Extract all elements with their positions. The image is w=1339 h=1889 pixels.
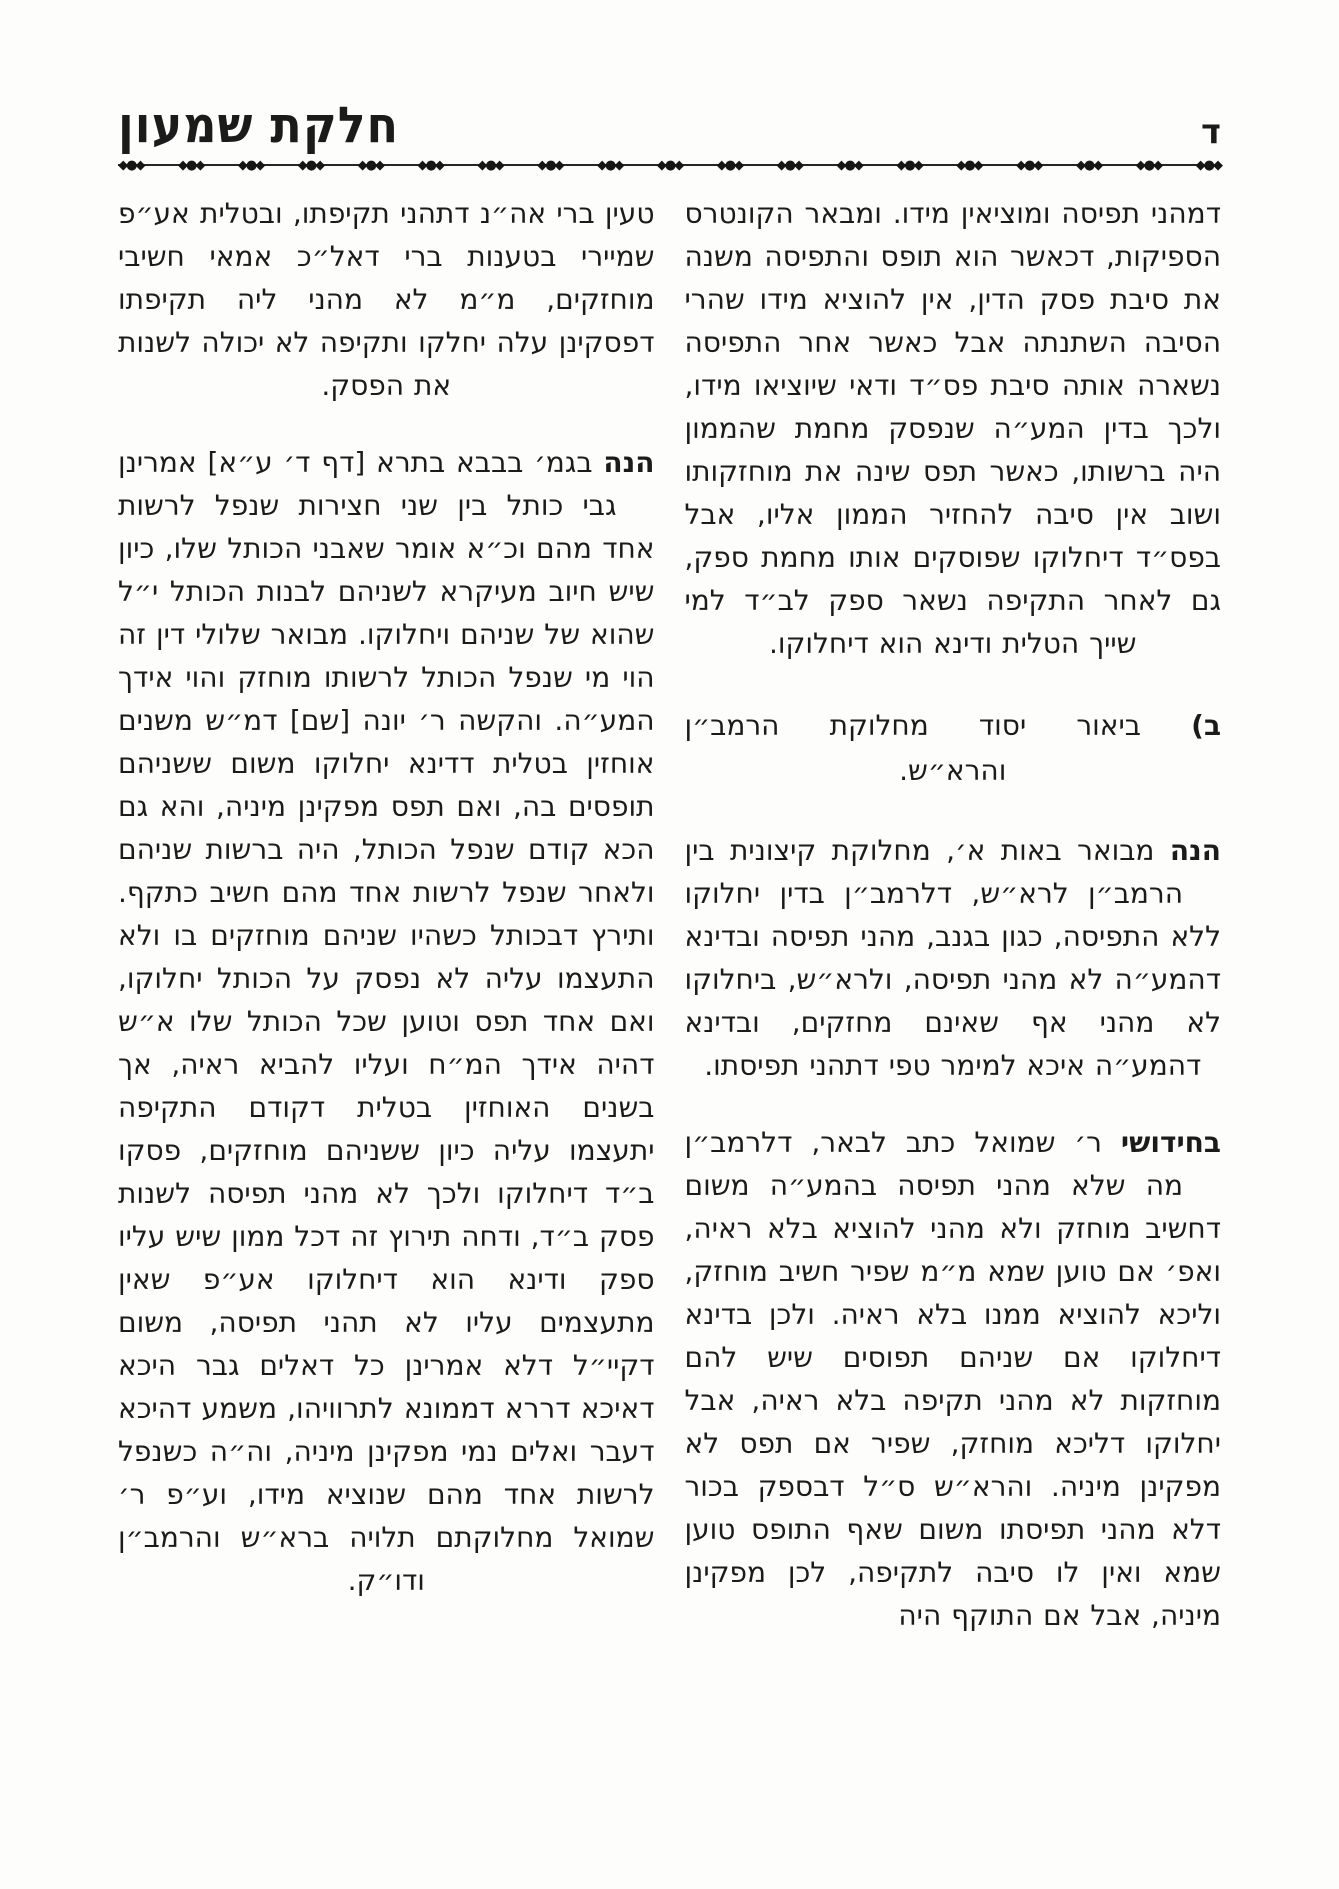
divider-ornament: ◆●◆ [297,157,324,173]
divider-ornament: ◆●◆ [597,157,623,173]
section-heading [685,703,1222,793]
divider-ornament: ◆●◆ [1016,157,1042,173]
divider-ornament: ◆●◆ [836,157,862,173]
divider-ornament: ◆●◆ [118,157,144,173]
paragraph-text: מבואר באות א׳, מחלוקת קיצונית בין הרמב״ן לרא״ש, דלרמב״ן בדין יחלוקו ללא התפיסה, כגון בגנב, מהני תפיסה ובדינא דהמע״ה לא מהני תפיסה, ולרא״ש, ביחלוקו לא מהני אף שאינם מחזקים, ובדינא דהמע״ה איכא למימר טפי דתהני תפיסתו. [684,834,1221,1082]
paragraph [685,1121,1222,1637]
divider-ornament: ◆●◆ [956,157,982,173]
section-title-text: ביאור יסוד מחלוקת הרמב״ן [684,709,1141,742]
paragraph-text: טעין ברי אה״נ דתהני תקיפתו, ובטלית אע״פ שמיירי בטענות ברי דאל״כ אמאי חשיבי מוחזקים, מ״מ לא מהני ליה תקיפתו דפסקינן עלה יחלקו ותקיפה לא יכולה לשנות את הפסק. [118,197,655,402]
divider-ornament: ◆●◆ [417,157,443,173]
paragraph [118,441,655,1602]
page-header [118,95,1221,154]
paragraph [685,192,1222,665]
paragraph-lead-word: הנה [603,446,655,479]
right-column [685,192,1222,1637]
paragraph-lead-word: הנה [1169,834,1221,867]
divider-ornament: ◆●◆ [357,157,383,173]
page-number: ד [1201,112,1221,152]
divider-ornament: ◆●◆ [716,157,743,173]
paragraph [685,829,1222,1087]
divider-ornament: ◆●◆ [656,157,683,173]
divider-ornament: ◆●◆ [1195,157,1221,173]
paragraph-text: ר׳ שמואל כתב לבאר, דלרמב״ן מה שלא מהני תפיסה בהמע״ה משום דחשיב מוחזק ולא מהני להוציא בלא ראיה, ואפ׳ אם טוען שמא מ״מ שפיר חשיב מוחזק, וליכא להוציא ממנו בלא ראיה. ולכן בדינא דיחלוקו אם שניהם תפוסים שיש להם מוחזקות לא מהני תקיפה בלא ראיה, אבל יחלוקו דליכא מוחזק, שפיר אם תפס לא מפקינן מיניה. והרא״ש ס״ל דבספק בכור דלא מהני תפיסתו משום שאף התופס טוען שמא ואין לו סיבה לתקיפה, לכן מפקינן מיניה, אבל אם התוקף היה [684,1126,1221,1632]
divider-ornament: ◆●◆ [776,157,802,173]
divider-ornament: ◆●◆ [896,157,922,173]
section-letter: ב) [1191,709,1222,742]
divider-ornament: ◆●◆ [237,157,264,173]
section-heading-line2: והרא״ש. [899,754,1007,787]
divider-ornament: ◆●◆ [1135,157,1162,173]
divider-ornament: ◆●◆ [537,157,563,173]
divider-ornament: ◆●◆ [477,157,503,173]
paragraph-lead-word: בחידושי [1120,1126,1221,1159]
divider-ornament: ◆●◆ [1075,157,1102,173]
ornamental-divider [118,156,1221,174]
section-heading-line1 [685,703,1222,748]
divider-ornament: ◆●◆ [178,157,204,173]
divider-ornament-row [118,156,1221,174]
book-title: חלקת שמעון [118,95,400,154]
paragraph-text: דמהני תפיסה ומוציאין מידו. ומבאר הקונטרס הספיקות, דכאשר הוא תופס והתפיסה משנה את סיבת פסק הדין, אין להוציא מידו שהרי הסיבה השתנתה אבל כאשר אחר התפיסה נשארה אותה סיבת פס״ד ודאי שיוציאו מידו, ולכך בדין המע״ה שנפסק מחמת שהממון היה ברשותו, כאשר תפס שינה את מוחזקותו ושוב אין סיבה להחזיר הממון אליו, אבל בפס״ד דיחלוקו שפוסקים אותו מחמת ספק, גם לאחר התקיפה נשאר ספק לב״ד למי שייך הטלית ודינא הוא דיחלוקו. [684,197,1221,660]
left-column [118,192,655,1637]
paragraph [118,192,655,407]
text-columns [118,192,1221,1637]
paragraph-text: בגמ׳ בבבא בתרא [דף ד׳ ע״א] אמרינן גבי כותל בין שני חצירות שנפל לרשות אחד מהם וכ״א אומר שאבני הכותל שלו, כיון שיש חיוב מעיקרא לשניהם לבנות הכותל י״ל שהוא של שניהם ויחלוקו. מבואר שלולי דין זה הוי מי שנפל הכותל לרשותו מוחזק והוי אידך המע״ה. והקשה ר׳ יונה [שם] דמ״ש משנים אוחזין בטלית דדינא יחלוקו משום ששניהם תופסים בה, ואם תפס מפקינן מיניה, והא גם הכא קודם שנפל הכותל, היה ברשות שניהם ולאחר שנפל לרשות אחד מהם חשיב כתקף. ותירץ דבכותל כשהיו שניהם מוחזקים בו ולא התעצמו עליה לא נפסק על הכותל יחלוקו, ואם אחד תפס וטוען שכל הכותל שלו א״ש דהיה אידך המ״ח ועליו להביא ראיה, אך בשנים האוחזין בטלית דקודם התקיפה יתעצמו עליה כיון ששניהם מוחזקים, פסקו ב״ד דיחלוקו ולכך לא מהני תפיסה לשנות פסק ב״ד, ודחה תירוץ זה דכל ממון שיש עליו ספק ודינא הוא דיחלוקו אע״פ שאין מתעצמים עליו לא תהני תפיסה, משום דקיי״ל דלא אמרינן כל דאלים גבר היכא דאיכא דררא דממונא לתרוויהו, משמע דהיכא דעבר ואלים נמי מפקינן מיניה, וה״ה כשנפל לרשות אחד מהם שנוציא מידו, וע״פ ר׳ שמואל מחלוקתם תלויה ברא״ש והרמב״ן ודו״ק. [118,446,655,1597]
